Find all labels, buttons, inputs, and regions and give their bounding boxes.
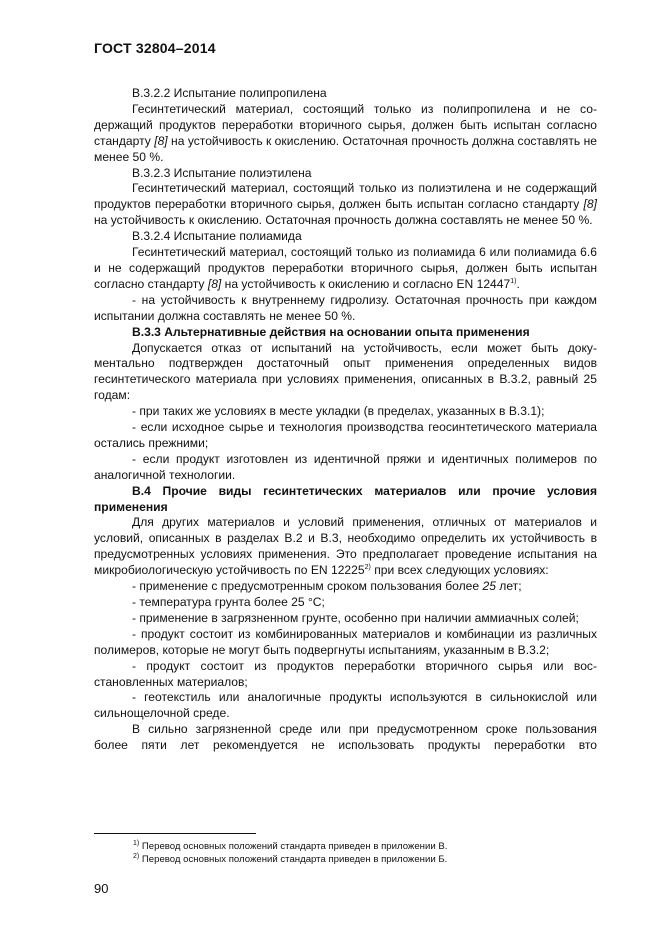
- paragraph-text: Для других материалов и условий применения, отличных от материалов и условий, описанных в разделах В.2 и В.3, необходимо определить их устойчивость в предусмотренных условиях применения. Это предполагает проведение испытания на микробиологическую устойчивость по EN 12225: [94, 515, 597, 578]
- list-item: - температура грунта более 25 °С;: [132, 595, 325, 609]
- section-heading-b4: В.4 Прочие виды гесинтетических материалов или прочие условия применения: [94, 483, 597, 514]
- paragraph-b4-intro: [94, 515, 597, 579]
- list-item: [94, 579, 597, 595]
- list-item: - если продукт изготовлен из идентичной пряжи и идентичных полимеров по аналогичной технологии.: [94, 451, 597, 482]
- footnote-1: [133, 840, 603, 853]
- reference: [8]: [207, 276, 222, 291]
- paragraph-b4-closing: В сильно загрязненной среде или при предусмотренном сроке пользования более пяти лет рекомендуется не использовать продукты переработки вто: [94, 722, 597, 753]
- section-heading-b33: В.3.3 Альтернативные действия на основании опыта применения: [132, 324, 530, 339]
- paragraph-b33-intro: Допускается отказ от испытаний на устойчивость, если может быть документально подтвержден достаточный опыт применения определенных видов гесинтетического материала при условиях применения, описанных в В.3.2, равный 25 годам:: [94, 340, 597, 403]
- paragraph-text: Гесинтетический материал, состоящий только из полипропилена и не содержащий продуктов переработки вторичного сырья, должен быть испытан согласно стандарту: [94, 101, 597, 148]
- paragraph-polypropylene: [94, 102, 597, 166]
- paragraph-text: лет;: [495, 579, 522, 594]
- footnote-mark: 2): [133, 852, 140, 860]
- list-item: - при таких же условиях в месте укладки (в пределах, указанных в В.3.1);: [132, 404, 545, 419]
- paragraph-text: при всех следующих условиях:: [370, 563, 549, 578]
- section-heading-polyethylene: В.3.2.3 Испытание полиэтилена: [132, 165, 312, 180]
- list-item: - продукт состоит из продуктов переработки вторичного сырья или восстановленных материалов;: [94, 658, 597, 689]
- paragraph-text: - применение с предусмотренным сроком пользования более: [132, 579, 483, 594]
- footnote-marker: 2): [364, 564, 371, 572]
- paragraph-text: на устойчивость к окислению. Остаточная прочность должна составлять не менее 50 %.: [94, 213, 593, 228]
- footnote-text: Перевод основных положений стандарта приведен в приложении Б.: [139, 854, 448, 865]
- paragraph-polyethylene: [94, 181, 597, 229]
- page-number: 90: [94, 881, 109, 896]
- paragraph-hydrolysis: - на устойчивость к внутреннему гидролизу. Остаточная прочность при каждом испытании должна составлять не менее 50 %.: [94, 292, 597, 323]
- list-item: - применение в загрязненном грунте, особенно при наличии аммиачных солей;: [132, 610, 579, 625]
- footnote-divider: [94, 833, 256, 834]
- paragraph-text: Гесинтетический материал, состоящий только из полиамида 6 или полиамида 6.6 и не содержащий продуктов переработки вторичного сырья, должен быть испытан согласно стандарту: [94, 245, 597, 291]
- list-item: - если исходное сырье и технология производства геосинтетического материала остались прежними;: [94, 420, 597, 450]
- paragraph-text: на устойчивость к окислению. Остаточная прочность должна составлять не менее 50 %.: [94, 133, 597, 164]
- reference: [8]: [154, 133, 168, 148]
- paragraph-text: .: [516, 276, 520, 291]
- section-heading-polyamide: В.3.2.4 Испытание полиамида: [132, 229, 302, 244]
- footnote-2: [133, 853, 603, 866]
- footnote-marker: 1): [510, 277, 517, 285]
- emphasis: 25: [482, 579, 496, 594]
- footnote-text: Перевод основных положений стандарта приведен в приложении В.: [139, 841, 448, 852]
- page-body: [94, 86, 597, 754]
- paragraph-text: на устойчивость к окислению и согласно EN 12447: [221, 276, 511, 291]
- list-item: - продукт состоит из комбинированных материалов и комбинации из различных полимеров, которые не могут быть подвергнуты испытаниям, указанным в В.3.2;: [94, 626, 597, 657]
- footnote-mark: 1): [133, 839, 140, 847]
- document-header: ГОСТ 32804–2014: [94, 40, 216, 56]
- reference: [8]: [583, 197, 597, 212]
- paragraph-polyamide: [94, 245, 597, 293]
- section-heading-polypropylene: В.3.2.2 Испытание полипропилена: [132, 86, 327, 100]
- paragraph-text: Гесинтетический материал, состоящий только из полиэтилена и не содержащий продуктов переработки вторичного сырья, должен быть испытан согласно стандарту: [94, 181, 597, 212]
- footnotes: [133, 840, 603, 866]
- list-item: - геотекстиль или аналогичные продукты используются в сильнокислой или сильнощелочной среде.: [94, 690, 597, 721]
